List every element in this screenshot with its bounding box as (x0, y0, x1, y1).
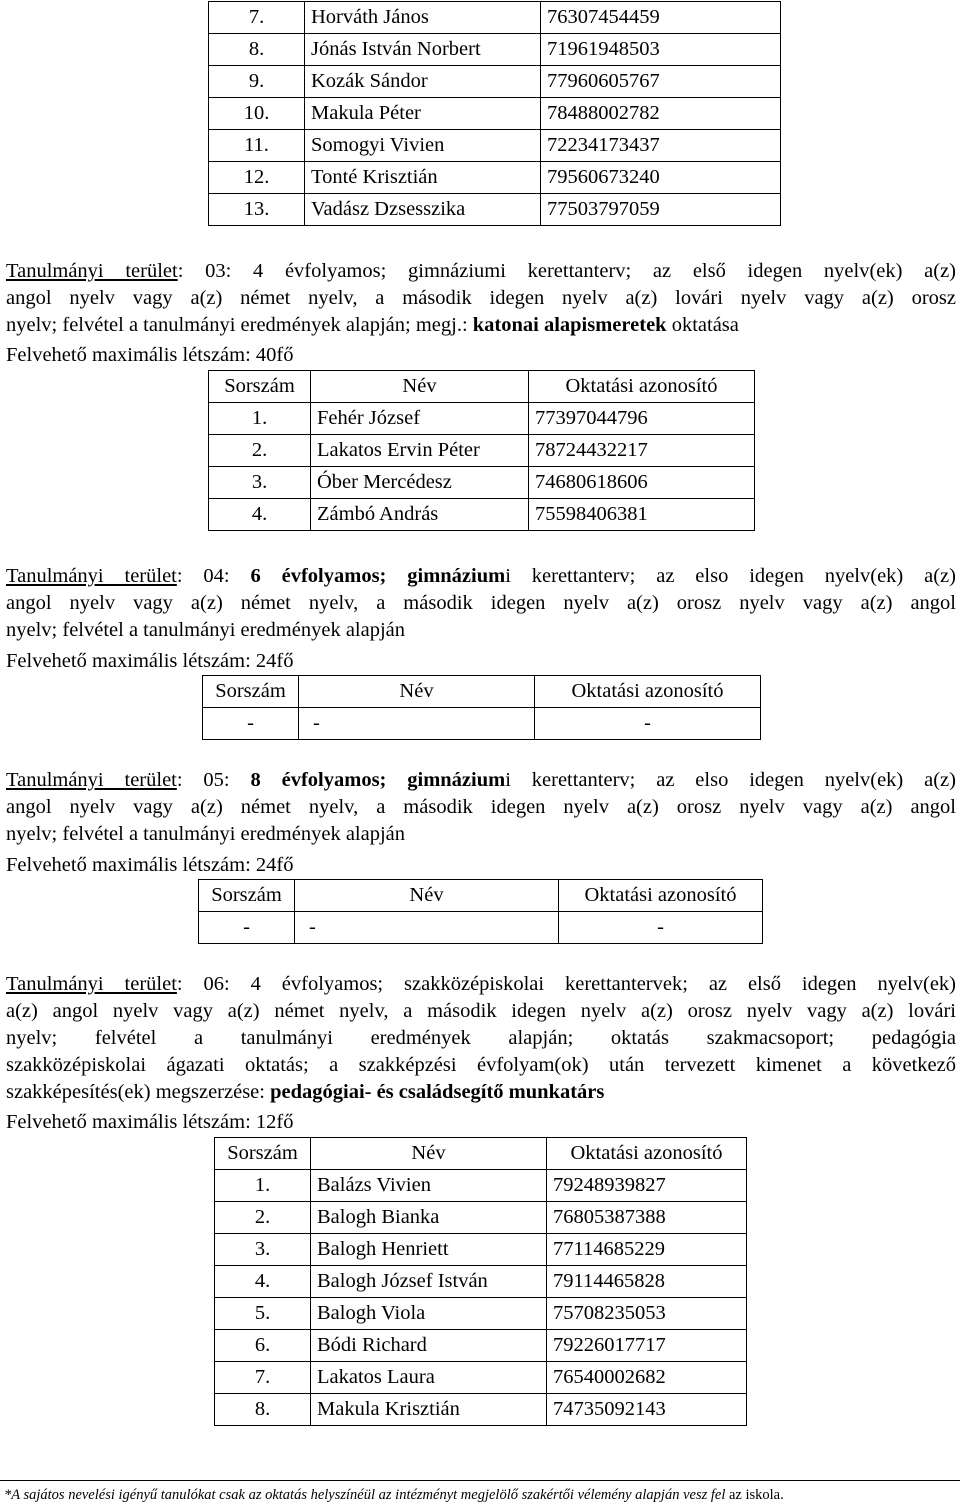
table-row (209, 435, 755, 467)
section-03-description (6, 258, 956, 339)
section-05-line-1: Tanulmányi terület: 05: 8 évfolyamos; gimnáziumi kerettanterv; az elso idegen nyelv(ek) a(z) (6, 769, 956, 791)
roster-table-continued (208, 1, 781, 226)
section-05-description (6, 767, 956, 848)
row-number: 13. (209, 194, 305, 226)
education-id: 72234173437 (541, 130, 781, 162)
row-number: 2. (215, 1202, 311, 1234)
col-header-id: Oktatási azonosító (535, 676, 761, 708)
education-id: 77503797059 (541, 194, 781, 226)
student-name: Balogh Viola (311, 1298, 547, 1330)
student-name: Zámbó András (311, 499, 529, 531)
education-id: 79114465828 (547, 1266, 747, 1298)
row-number: 5. (215, 1298, 311, 1330)
col-header-name: Név (311, 371, 529, 403)
education-id: 77114685229 (547, 1234, 747, 1266)
table-row (215, 1298, 747, 1330)
table-row (209, 34, 781, 66)
table-row (215, 1170, 747, 1202)
section-06-table (214, 1137, 747, 1426)
col-header-name: Név (311, 1138, 547, 1170)
col-header-number: Sorszám (199, 880, 295, 912)
student-name: Lakatos Ervin Péter (311, 435, 529, 467)
col-header-id: Oktatási azonosító (559, 880, 763, 912)
section-03-line-2: angol nyelv vagy a(z) német nyelv, a második idegen nyelv a(z) lovári nyelv vagy a(z) orosz (6, 287, 956, 309)
table-row (209, 66, 781, 98)
col-header-number: Sorszám (203, 676, 299, 708)
table-header-row (199, 880, 763, 912)
table-row (215, 1394, 747, 1426)
education-id: - (535, 708, 761, 740)
education-id: 71961948503 (541, 34, 781, 66)
education-id: 76805387388 (547, 1202, 747, 1234)
section-04-line-2: angol nyelv vagy a(z) német nyelv, a második idegen nyelv a(z) orosz nyelv vagy a(z) angol (6, 592, 956, 614)
row-number: 6. (215, 1330, 311, 1362)
student-name: Jónás István Norbert (305, 34, 541, 66)
col-header-name: Név (295, 880, 559, 912)
row-number: 2. (209, 435, 311, 467)
section-03-line-1: Tanulmányi terület: 03: 4 évfolyamos; gimnáziumi kerettanterv; az első idegen nyelv(ek) a(z) (6, 260, 956, 282)
footnote (0, 1480, 960, 1504)
section-03-line-3: nyelv; felvétel a tanulmányi eredmények alapján; megj.: katonai alapismeretek oktatása (6, 314, 739, 336)
table-row (209, 499, 755, 531)
col-header-number: Sorszám (209, 371, 311, 403)
section-03-table (208, 370, 755, 531)
student-name: Makula Péter (305, 98, 541, 130)
row-number: 7. (215, 1362, 311, 1394)
student-name: Makula Krisztián (311, 1394, 547, 1426)
row-number: 7. (209, 2, 305, 34)
section-05-capacity: Felvehető maximális létszám: 24fő (6, 854, 294, 876)
student-name: Horváth János (305, 2, 541, 34)
section-04-capacity: Felvehető maximális létszám: 24fő (6, 650, 294, 672)
table-row (209, 162, 781, 194)
education-id: 75598406381 (529, 499, 755, 531)
row-number: 3. (209, 467, 311, 499)
section-05-line-2: angol nyelv vagy a(z) német nyelv, a második idegen nyelv a(z) orosz nyelv vagy a(z) angol (6, 796, 956, 818)
row-number: 1. (215, 1170, 311, 1202)
col-header-number: Sorszám (215, 1138, 311, 1170)
student-name: Balázs Vivien (311, 1170, 547, 1202)
row-number: 4. (215, 1266, 311, 1298)
student-name: Bódi Richard (311, 1330, 547, 1362)
row-number: 11. (209, 130, 305, 162)
table-row (215, 1234, 747, 1266)
section-06-line-4: szakközépiskolai ágazati oktatás; a szakképzési évfolyam(ok) után tervezett kimenet a következő (6, 1054, 956, 1076)
table-row (209, 2, 781, 34)
table-row (203, 708, 761, 740)
section-06-line-5: szakképesítés(ek) megszerzése: pedagógiai- és családsegítő munkatárs (6, 1081, 605, 1103)
education-id: 74680618606 (529, 467, 755, 499)
table-row (209, 403, 755, 435)
student-name: Fehér József (311, 403, 529, 435)
education-id: 75708235053 (547, 1298, 747, 1330)
row-number: 8. (209, 34, 305, 66)
table-row (215, 1202, 747, 1234)
section-03-capacity: Felvehető maximális létszám: 40fő (6, 344, 294, 366)
student-name: - (299, 708, 535, 740)
education-id: 79226017717 (547, 1330, 747, 1362)
table-row (215, 1266, 747, 1298)
row-number: 1. (209, 403, 311, 435)
footnote-tail: az iskola. (725, 1487, 784, 1503)
section-04-line-1: Tanulmányi terület: 04: 6 évfolyamos; gimnáziumi kerettanterv; az elso idegen nyelv(ek) a(z) (6, 565, 956, 587)
table-row (199, 912, 763, 944)
education-id: 78488002782 (541, 98, 781, 130)
student-name: Tonté Krisztián (305, 162, 541, 194)
education-id: 74735092143 (547, 1394, 747, 1426)
row-number: 4. (209, 499, 311, 531)
row-number: 8. (215, 1394, 311, 1426)
table-row (209, 467, 755, 499)
student-name: Balogh József István (311, 1266, 547, 1298)
row-number: 12. (209, 162, 305, 194)
row-number: 9. (209, 66, 305, 98)
education-id: 76540002682 (547, 1362, 747, 1394)
student-name: Balogh Bianka (311, 1202, 547, 1234)
student-name: Lakatos Laura (311, 1362, 547, 1394)
section-06-line-3: nyelv; felvétel a tanulmányi eredmények alapján; oktatás szakmacsoport; pedagógia (6, 1027, 956, 1049)
section-06-description (6, 971, 956, 1106)
table-header-row (215, 1138, 747, 1170)
education-id: 79560673240 (541, 162, 781, 194)
col-header-id: Oktatási azonosító (529, 371, 755, 403)
education-id: 77960605767 (541, 66, 781, 98)
education-id: - (559, 912, 763, 944)
education-id: 77397044796 (529, 403, 755, 435)
col-header-id: Oktatási azonosító (547, 1138, 747, 1170)
section-05-line-3: nyelv; felvétel a tanulmányi eredmények alapján (6, 823, 406, 845)
section-06-line-2: a(z) angol nyelv vagy a(z) német nyelv, a második idegen nyelv a(z) orosz nyelv vagy a(z) lovári (6, 1000, 956, 1022)
education-id: 78724432217 (529, 435, 755, 467)
col-header-name: Név (299, 676, 535, 708)
table-row (209, 98, 781, 130)
student-name: Somogyi Vivien (305, 130, 541, 162)
education-id: 76307454459 (541, 2, 781, 34)
table-row (215, 1330, 747, 1362)
row-number: - (199, 912, 295, 944)
section-04-line-3: nyelv; felvétel a tanulmányi eredmények alapján (6, 619, 406, 641)
row-number: 10. (209, 98, 305, 130)
student-name: Vadász Dzsesszika (305, 194, 541, 226)
student-name: Kozák Sándor (305, 66, 541, 98)
section-06-capacity: Felvehető maximális létszám: 12fő (6, 1111, 294, 1133)
education-id: 79248939827 (547, 1170, 747, 1202)
student-name: Balogh Henriett (311, 1234, 547, 1266)
table-row (209, 130, 781, 162)
section-04-description (6, 563, 956, 644)
section-06-line-1: Tanulmányi terület: 06: 4 évfolyamos; szakközépiskolai kerettantervek; az első idegen nyelv(ek) (6, 973, 956, 995)
section-05-table (198, 879, 763, 944)
footnote-text: *A sajátos nevelési igényű tanulókat csak az oktatás helyszínéül az intézményt megjelölő szakértői vélemény alapján vesz fel (4, 1487, 726, 1503)
table-header-row (209, 371, 755, 403)
table-row (209, 194, 781, 226)
table-header-row (203, 676, 761, 708)
student-name: - (295, 912, 559, 944)
table-row (215, 1362, 747, 1394)
section-04-table (202, 675, 761, 740)
row-number: - (203, 708, 299, 740)
row-number: 3. (215, 1234, 311, 1266)
student-name: Óber Mercédesz (311, 467, 529, 499)
